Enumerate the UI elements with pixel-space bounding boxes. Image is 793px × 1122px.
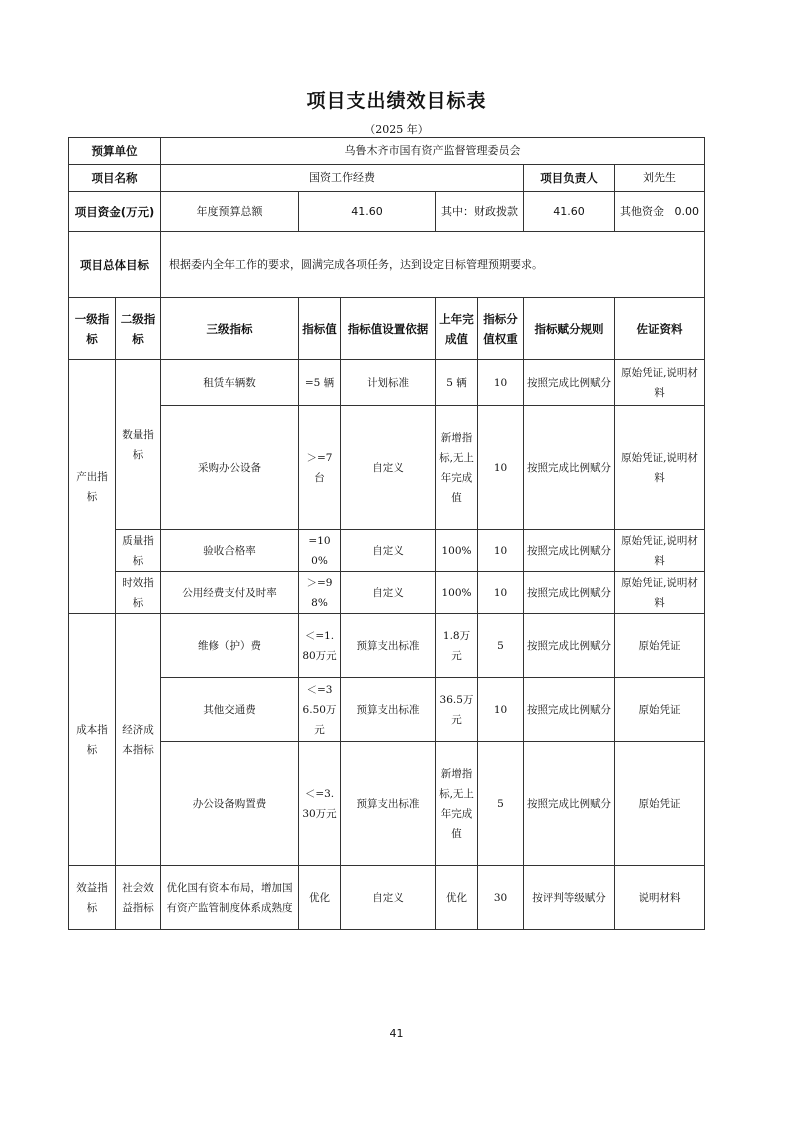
subgroup-economic-cost: 经济成本指标	[116, 614, 161, 866]
row-basis: 自定义	[341, 572, 436, 614]
table-row	[69, 530, 705, 572]
row-value: ＜=36.50万元	[299, 678, 341, 742]
row-indicator: 其他交通费	[161, 678, 299, 742]
row-value: ＜=1.80万元	[299, 614, 341, 678]
table-row	[69, 572, 705, 614]
fiscal-allocation-value: 41.60	[524, 192, 615, 232]
annual-budget-label: 年度预算总额	[161, 192, 299, 232]
row-last: 100%	[436, 530, 478, 572]
row-value: ＞=7台	[299, 406, 341, 530]
project-owner-label: 项目负责人	[524, 165, 615, 192]
row-evidence: 原始凭证	[615, 742, 705, 866]
table-row	[69, 614, 705, 678]
row-basis: 自定义	[341, 530, 436, 572]
subgroup-social-benefit: 社会效益指标	[116, 866, 161, 930]
row-rule: 按评判等级赋分	[524, 866, 615, 930]
subgroup-quality: 质量指标	[116, 530, 161, 572]
other-funds-label: 其他资金	[620, 204, 664, 218]
row-weight: 10	[478, 530, 524, 572]
header-weight: 指标分值权重	[478, 298, 524, 360]
row-rule: 按照完成比例赋分	[524, 406, 615, 530]
row-weight: 10	[478, 678, 524, 742]
header-rule: 指标赋分规则	[524, 298, 615, 360]
overall-goal-value: 根据委内全年工作的要求，圆满完成各项任务，达到设定目标管理预期要求。	[161, 232, 705, 298]
project-owner-value: 刘先生	[615, 165, 705, 192]
performance-target-table	[68, 137, 705, 930]
row-evidence: 原始凭证	[615, 614, 705, 678]
row-last: 新增指标,无上年完成值	[436, 406, 478, 530]
project-name-label: 项目名称	[69, 165, 161, 192]
row-last: 1.8万元	[436, 614, 478, 678]
row-basis: 预算支出标准	[341, 678, 436, 742]
budget-unit-label: 预算单位	[69, 138, 161, 165]
subgroup-quantity: 数量指标	[116, 360, 161, 530]
row-rule: 按照完成比例赋分	[524, 742, 615, 866]
row-indicator: 维修（护）费	[161, 614, 299, 678]
row-evidence: 原始凭证,说明材料	[615, 406, 705, 530]
row-evidence: 原始凭证,说明材料	[615, 572, 705, 614]
other-funds-value-wrap	[615, 192, 705, 232]
header-basis: 指标值设置依据	[341, 298, 436, 360]
row-last: 优化	[436, 866, 478, 930]
row-last: 36.5万元	[436, 678, 478, 742]
table-row	[69, 406, 705, 530]
row-weight: 30	[478, 866, 524, 930]
header-level1: 一级指标	[69, 298, 116, 360]
row-value: ＞=98%	[299, 572, 341, 614]
row-evidence: 原始凭证,说明材料	[615, 360, 705, 406]
row-evidence: 原始凭证,说明材料	[615, 530, 705, 572]
project-name-value: 国资工作经费	[161, 165, 524, 192]
row-rule: 按照完成比例赋分	[524, 572, 615, 614]
row-value: =5 辆	[299, 360, 341, 406]
row-basis: 自定义	[341, 866, 436, 930]
header-level2: 二级指标	[116, 298, 161, 360]
row-rule: 按照完成比例赋分	[524, 360, 615, 406]
document-year: （2025 年）	[364, 123, 429, 136]
row-weight: 5	[478, 742, 524, 866]
row-basis: 计划标准	[341, 360, 436, 406]
row-evidence: 原始凭证	[615, 678, 705, 742]
row-indicator: 办公设备购置费	[161, 742, 299, 866]
row-indicator: 公用经费支付及时率	[161, 572, 299, 614]
row-indicator: 采购办公设备	[161, 406, 299, 530]
table-row	[69, 866, 705, 930]
row-basis: 预算支出标准	[341, 614, 436, 678]
row-last: 新增指标,无上年完成值	[436, 742, 478, 866]
group-output: 产出指标	[69, 360, 116, 614]
document-title: 项目支出绩效目标表	[306, 90, 487, 112]
row-basis: 预算支出标准	[341, 742, 436, 866]
header-level3: 三级指标	[161, 298, 299, 360]
overall-goal-label: 项目总体目标	[69, 232, 161, 298]
table-row	[69, 742, 705, 866]
row-rule: 按照完成比例赋分	[524, 678, 615, 742]
row-indicator: 验收合格率	[161, 530, 299, 572]
row-weight: 10	[478, 406, 524, 530]
row-weight: 10	[478, 360, 524, 406]
header-evidence: 佐证资料	[615, 298, 705, 360]
page-number: 41	[389, 1027, 404, 1040]
row-last: 5 辆	[436, 360, 478, 406]
row-indicator: 优化国有资本布局，增加国有资产监管制度体系成熟度	[161, 866, 299, 930]
table-row	[69, 678, 705, 742]
other-funds-value: 0.00	[674, 204, 699, 218]
budget-unit-value: 乌鲁木齐市国有资产监督管理委员会	[161, 138, 705, 165]
project-funds-label: 项目资金(万元)	[69, 192, 161, 232]
row-weight: 10	[478, 572, 524, 614]
row-evidence: 说明材料	[615, 866, 705, 930]
annual-budget-value: 41.60	[299, 192, 436, 232]
group-cost: 成本指标	[69, 614, 116, 866]
row-last: 100%	[436, 572, 478, 614]
header-value: 指标值	[299, 298, 341, 360]
subgroup-timeliness: 时效指标	[116, 572, 161, 614]
fiscal-allocation-label: 其中：财政拨款	[436, 192, 524, 232]
row-rule: 按照完成比例赋分	[524, 530, 615, 572]
row-rule: 按照完成比例赋分	[524, 614, 615, 678]
table-row	[69, 360, 705, 406]
row-indicator: 租赁车辆数	[161, 360, 299, 406]
row-weight: 5	[478, 614, 524, 678]
row-basis: 自定义	[341, 406, 436, 530]
row-value: ＜=3.30万元	[299, 742, 341, 866]
group-benefit: 效益指标	[69, 866, 116, 930]
row-value: 优化	[299, 866, 341, 930]
header-last-year: 上年完成值	[436, 298, 478, 360]
row-value: =100%	[299, 530, 341, 572]
